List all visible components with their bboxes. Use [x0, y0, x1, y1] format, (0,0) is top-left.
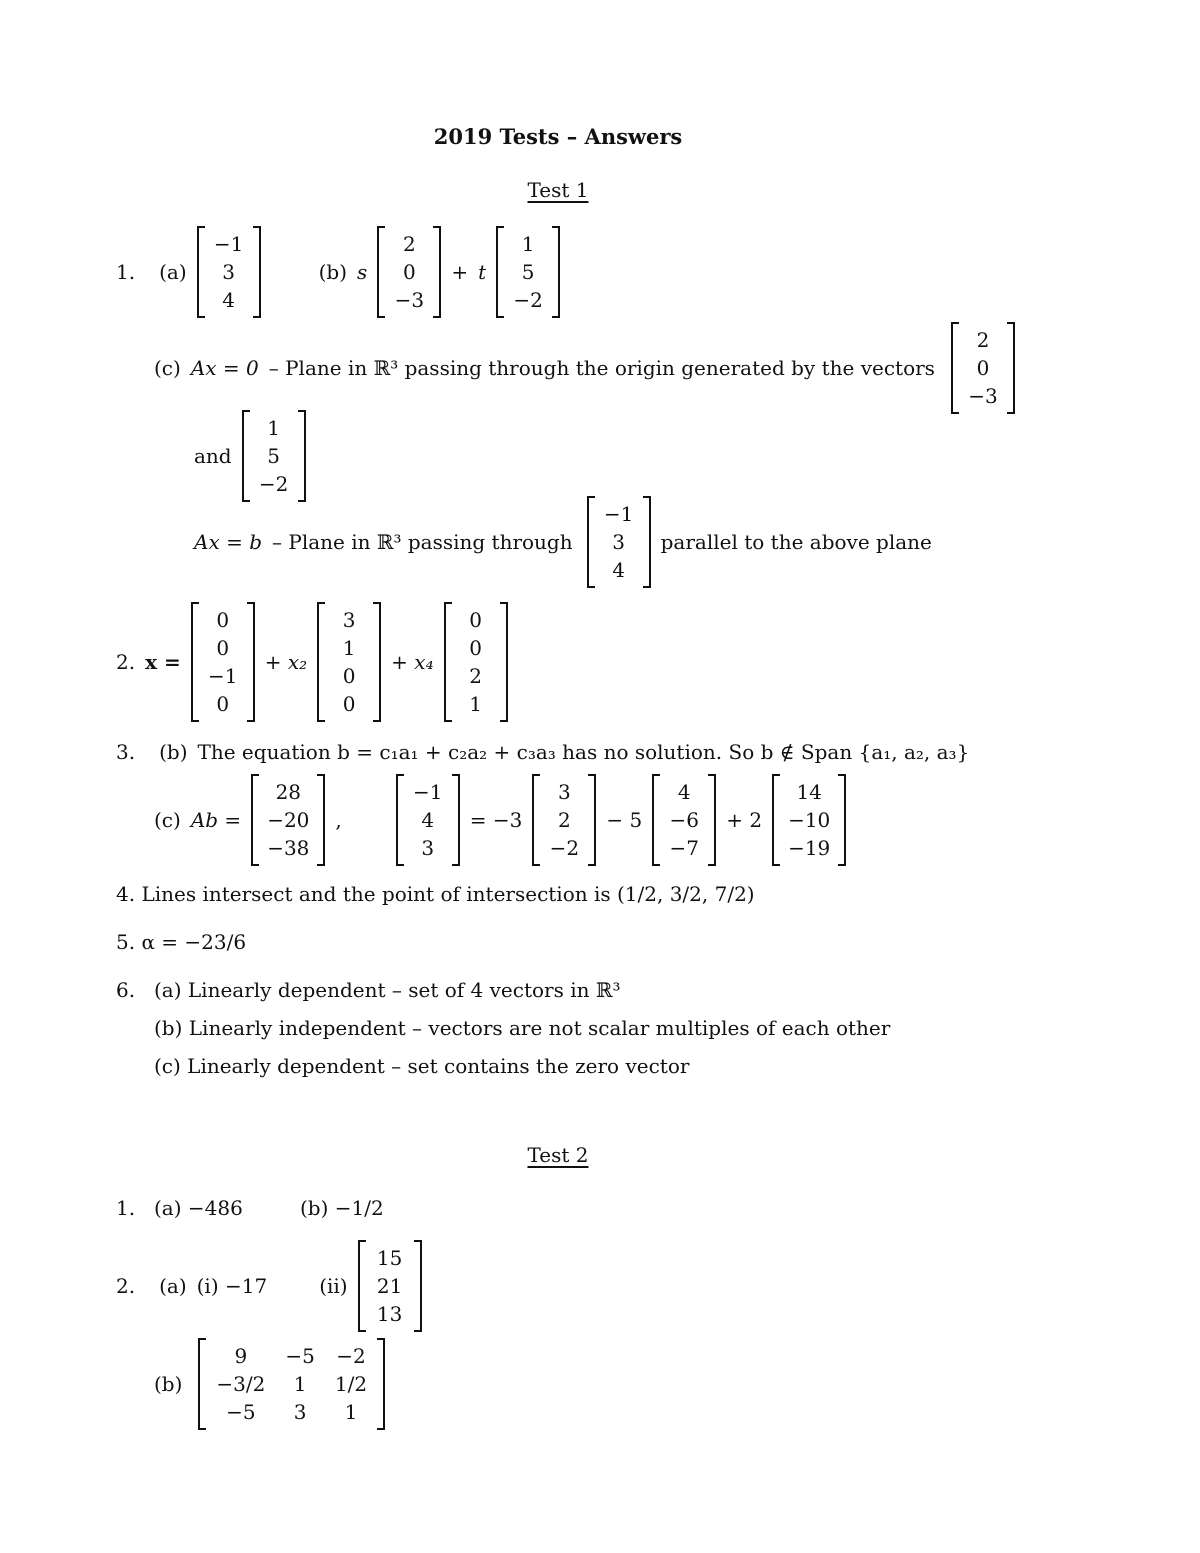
vector — [377, 226, 441, 318]
vector-entry: −20 — [267, 808, 310, 832]
vector-entry: 3 — [342, 608, 356, 632]
t1-q3c-row — [154, 774, 846, 866]
vector-entries — [385, 226, 433, 318]
left-bracket — [198, 1338, 206, 1430]
vector-entry: −1 — [413, 780, 443, 804]
vector-entry: −1 — [208, 664, 238, 688]
scalar-t: t — [478, 260, 487, 284]
t1-q1c-row — [154, 322, 1015, 414]
part-label: (a) — [159, 260, 187, 284]
vector-entry: 3 — [612, 530, 625, 554]
part-label: (c) — [154, 808, 181, 832]
vector-entries — [259, 774, 317, 866]
vector-entry: 4 — [421, 808, 435, 832]
minus-term: − 5 — [606, 808, 643, 832]
matrix-entry: 1/2 — [334, 1372, 368, 1396]
t1-q4: 4. Lines intersect and the point of intersection is (1/2, 3/2, 7/2) — [116, 882, 755, 906]
left-bracket — [652, 774, 660, 866]
vector-entries — [250, 410, 298, 502]
answer-text: The equation b = c₁a₁ + c₂a₂ + c₃a₃ has no solution. So b ∉ Span {a₁, a₂, a₃} — [197, 740, 970, 764]
matrix-entry: −5 — [285, 1344, 315, 1368]
right-bracket — [643, 496, 651, 588]
vector-entries — [366, 1240, 414, 1332]
term-x4: + x₄ — [391, 650, 434, 674]
vector-entry: −2 — [549, 836, 580, 860]
right-bracket — [708, 774, 716, 866]
equation-lhs: Ab = — [190, 808, 242, 832]
part-label: (b) — [318, 260, 348, 284]
t2-q2b-row — [154, 1338, 385, 1430]
matrix — [198, 1338, 385, 1430]
vector-entry: 0 — [342, 664, 356, 688]
vector — [532, 774, 596, 866]
vector — [396, 774, 460, 866]
right-bracket — [247, 602, 255, 722]
vector-entry: 2 — [558, 808, 571, 832]
vector — [358, 1240, 422, 1332]
right-bracket — [1007, 322, 1015, 414]
vector-entry: −38 — [267, 836, 310, 860]
q-number: 3. — [116, 740, 136, 764]
vector-entry: −7 — [669, 836, 699, 860]
vector-entry: −1 — [213, 232, 244, 256]
vector — [444, 602, 508, 722]
vector-entry: −19 — [788, 836, 831, 860]
vector-entry: 0 — [216, 636, 230, 660]
left-bracket — [532, 774, 540, 866]
vector — [772, 774, 846, 866]
matrix-entry: −5 — [226, 1400, 256, 1424]
part-label: (b) — [159, 740, 188, 764]
vector — [191, 602, 255, 722]
vector-entry: −2 — [258, 472, 289, 496]
plus-sign: + — [451, 260, 469, 284]
vector-entry: 3 — [222, 260, 235, 284]
vector-entry: 4 — [677, 780, 691, 804]
right-bracket — [414, 1240, 422, 1332]
right-bracket — [317, 774, 325, 866]
right-bracket — [377, 1338, 385, 1430]
left-bracket — [191, 602, 199, 722]
answer-i: (i) −17 — [196, 1274, 268, 1298]
vector-entries — [452, 602, 500, 722]
right-bracket — [588, 774, 596, 866]
vector-entry: 5 — [267, 444, 280, 468]
left-bracket — [587, 496, 595, 588]
t2-q2a-row — [116, 1240, 422, 1332]
t1-q1c-and-row — [194, 410, 306, 502]
vector — [317, 602, 381, 722]
equation-lhs: Ax = b — [194, 530, 262, 554]
vector-entry: −2 — [513, 288, 543, 312]
vector — [197, 226, 261, 318]
right-bracket — [838, 774, 846, 866]
q-number: 2. — [116, 1274, 136, 1298]
vector-entries — [780, 774, 838, 866]
matrix-entry: −3/2 — [216, 1372, 266, 1396]
right-bracket — [253, 226, 261, 318]
vector-entry: 0 — [216, 608, 230, 632]
vector-entry: −3 — [394, 288, 425, 312]
vector-entries — [199, 602, 247, 722]
part-label: (a) — [159, 1274, 187, 1298]
page-title: 2019 Tests – Answers — [433, 124, 683, 149]
matrix-entry: 9 — [234, 1344, 248, 1368]
vector-entry: 2 — [402, 232, 416, 256]
vector-entry: 1 — [521, 232, 535, 256]
left-bracket — [496, 226, 504, 318]
equation-lhs: Ax = 0 — [190, 356, 259, 380]
equation-lhs: x = — [145, 650, 181, 674]
vector-entry: 4 — [222, 288, 235, 312]
t1-q5: 5. α = −23/6 — [116, 930, 247, 954]
vector-entry: 15 — [376, 1246, 403, 1270]
left-bracket — [242, 410, 250, 502]
vector-entry: 0 — [402, 260, 416, 284]
t2-q1a: (a) −486 — [154, 1196, 243, 1220]
vector-entries — [540, 774, 588, 866]
vector-entry: 1 — [469, 692, 482, 716]
vector-entries — [660, 774, 708, 866]
t1-q2-row — [116, 602, 508, 722]
answer-text: – Plane in ℝ³ passing through the origin generated by the vectors — [268, 356, 935, 380]
vector-entry: 3 — [558, 780, 571, 804]
vector-entry: 21 — [376, 1274, 403, 1298]
left-bracket — [317, 602, 325, 722]
vector-entry: 1 — [267, 416, 280, 440]
vector-entry: 0 — [976, 356, 990, 380]
vector-entry: 0 — [469, 636, 482, 660]
vector-entries — [325, 602, 373, 722]
left-bracket — [772, 774, 780, 866]
q-number: 1. — [116, 260, 136, 284]
scalar-s: s — [357, 260, 368, 284]
left-bracket — [444, 602, 452, 722]
equals-term: = −3 — [469, 808, 523, 832]
test1-heading: Test 1 — [527, 178, 589, 202]
left-bracket — [396, 774, 404, 866]
left-bracket — [358, 1240, 366, 1332]
right-bracket — [552, 226, 560, 318]
part-label: (c) — [154, 356, 181, 380]
t2-q1b: (b) −1/2 — [300, 1196, 384, 1220]
vector-entries — [595, 496, 643, 588]
vector-entry: −3 — [968, 384, 998, 408]
vector-entry: −1 — [603, 502, 634, 526]
t1-q1-row — [116, 226, 560, 318]
plus-term: + 2 — [726, 808, 763, 832]
matrix-entry: −2 — [336, 1344, 366, 1368]
vector-entry: 2 — [976, 328, 990, 352]
vector-entry: 5 — [521, 260, 535, 284]
vector-entry: 0 — [469, 608, 482, 632]
left-bracket — [377, 226, 385, 318]
vector — [951, 322, 1015, 414]
vector-entries — [404, 774, 452, 866]
vector-entry: 1 — [342, 636, 356, 660]
right-bracket — [298, 410, 306, 502]
q-number: 2. — [116, 650, 136, 674]
right-bracket — [433, 226, 441, 318]
and-word: and — [194, 444, 232, 468]
vector-entries — [959, 322, 1007, 414]
vector-entries — [504, 226, 552, 318]
t1-q1c-second-row — [194, 496, 932, 588]
vector-entry: 3 — [421, 836, 435, 860]
left-bracket — [951, 322, 959, 414]
t1-q6c: (c) Linearly dependent – set contains the zero vector — [154, 1054, 690, 1078]
matrix-entry: 3 — [293, 1400, 307, 1424]
vector-entry: −6 — [669, 808, 699, 832]
matrix-entry: 1 — [344, 1400, 358, 1424]
right-bracket — [452, 774, 460, 866]
answer-text: parallel to the above plane — [660, 530, 932, 554]
right-bracket — [373, 602, 381, 722]
vector — [496, 226, 560, 318]
vector-entry: 0 — [342, 692, 356, 716]
vector — [652, 774, 716, 866]
part-label: (b) — [154, 1372, 183, 1396]
test2-heading: Test 2 — [527, 1143, 589, 1167]
answer-text: – Plane in ℝ³ passing through — [272, 530, 573, 554]
term-x2: + x₂ — [264, 650, 308, 674]
matrix-entry: 1 — [293, 1372, 307, 1396]
comma: , — [335, 808, 342, 832]
q-number: 1. — [116, 1196, 136, 1220]
vector-entry: −10 — [788, 808, 831, 832]
vector-entry: 14 — [796, 780, 822, 804]
vector — [242, 410, 306, 502]
answer-ii-label: (ii) — [319, 1274, 348, 1298]
t1-q6a: (a) Linearly dependent – set of 4 vectors in ℝ³ — [154, 978, 621, 1002]
vector-entry: 2 — [469, 664, 482, 688]
right-bracket — [500, 602, 508, 722]
vector-entries — [205, 226, 253, 318]
matrix-entries — [206, 1338, 377, 1430]
t1-q3b-row — [116, 740, 969, 764]
t1-q6b: (b) Linearly independent – vectors are not scalar multiples of each other — [154, 1016, 891, 1040]
vector — [251, 774, 325, 866]
left-bracket — [197, 226, 205, 318]
vector — [587, 496, 651, 588]
q-number: 6. — [116, 978, 136, 1002]
vector-entry: 0 — [216, 692, 230, 716]
vector-entry: 28 — [275, 780, 302, 804]
vector-entry: 13 — [376, 1302, 403, 1326]
left-bracket — [251, 774, 259, 866]
vector-entry: 4 — [612, 558, 625, 582]
